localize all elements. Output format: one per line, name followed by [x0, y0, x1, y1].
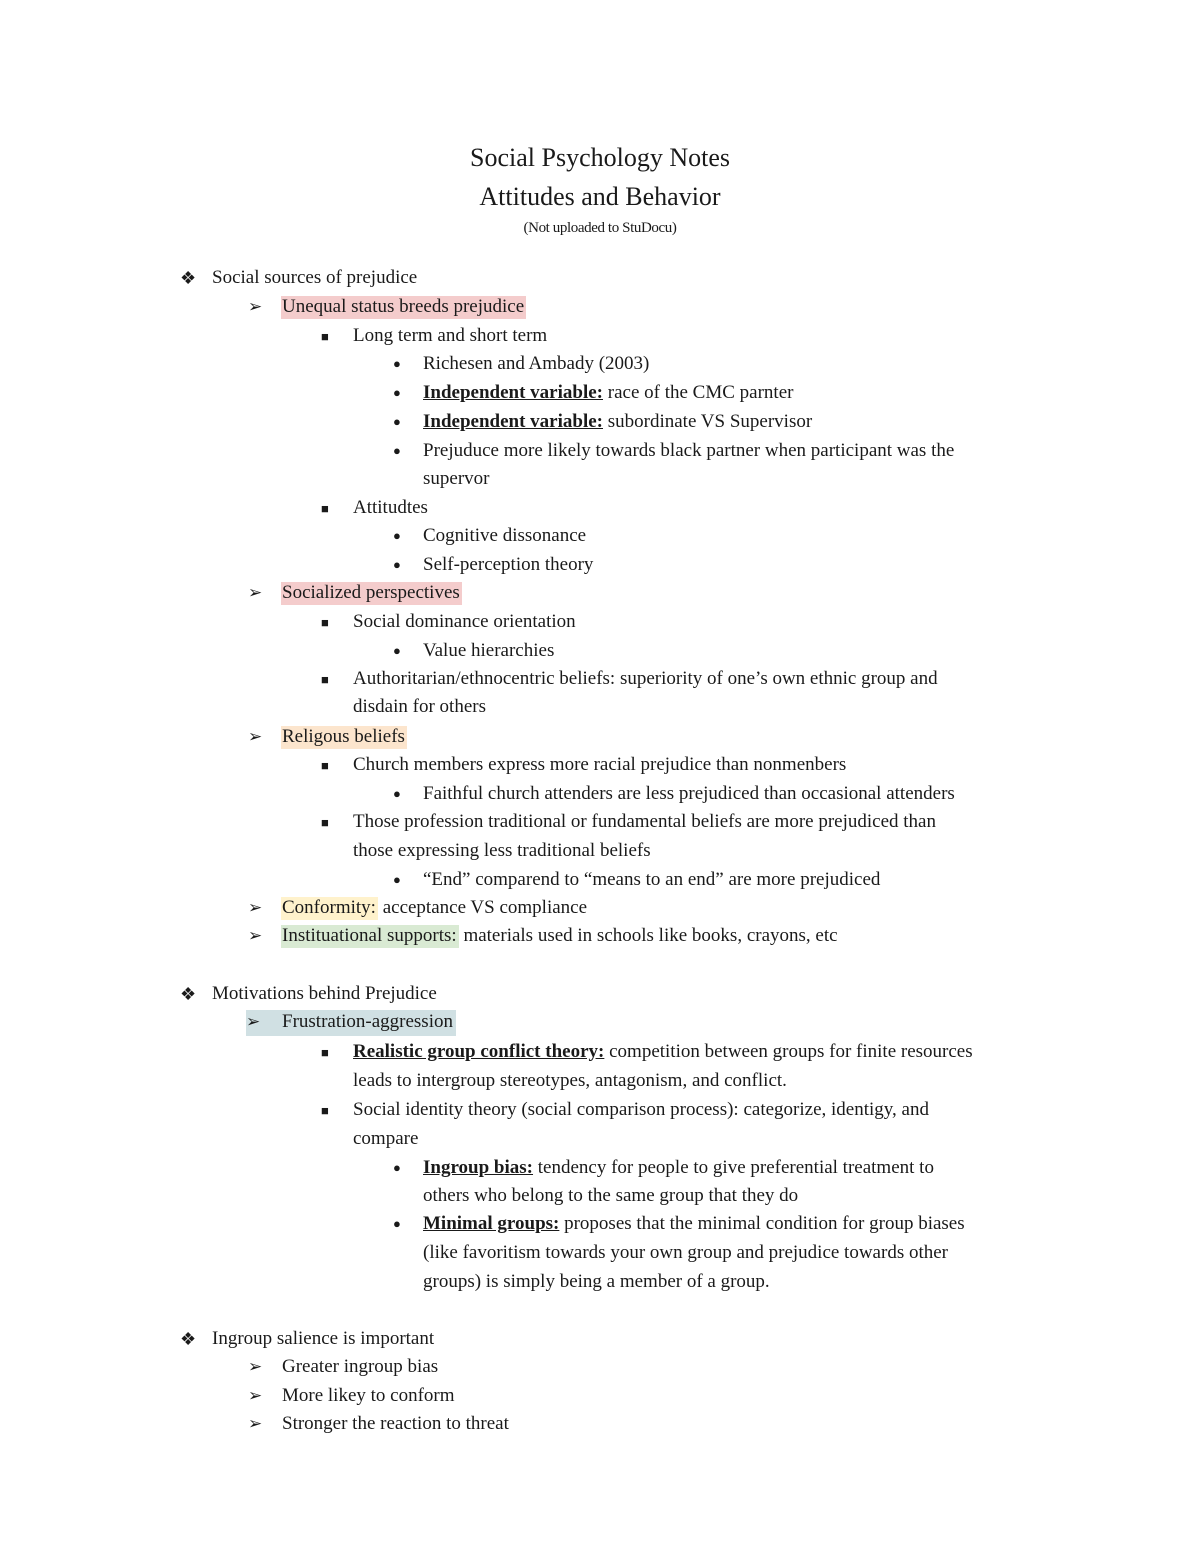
- round-bullet-icon: ●: [393, 385, 401, 400]
- list-item: [393, 782, 955, 806]
- arrow-bullet-icon: ➢: [248, 1414, 263, 1433]
- highlighted-row: [246, 1010, 456, 1036]
- section-heading-ingroup-salience: [180, 1327, 435, 1351]
- section-heading-social-sources: [180, 266, 418, 290]
- round-bullet-icon: ●: [393, 356, 401, 371]
- highlighted-label: Frustration-aggression: [282, 1011, 453, 1032]
- list-item: [321, 1040, 973, 1064]
- item-text: Social identity theory (social comparison process): categorize, identigy, and: [353, 1099, 929, 1120]
- item-text: More likey to conform: [282, 1385, 455, 1406]
- round-bullet-icon: ●: [393, 872, 401, 887]
- item-text: race of the CMC parnter: [603, 382, 794, 403]
- item-text: those expressing less traditional beliefs: [353, 840, 651, 861]
- list-item: [393, 352, 650, 376]
- item-text: disdain for others: [353, 696, 486, 717]
- round-bullet-icon: ●: [393, 557, 401, 572]
- arrow-bullet-icon: ➢: [248, 727, 263, 746]
- term: Minimal groups:: [423, 1213, 560, 1234]
- list-item: [321, 496, 428, 520]
- diamond-bullet-icon: ❖: [180, 1329, 197, 1349]
- item-text: Attitudtes: [353, 497, 428, 518]
- list-item-continuation: [423, 467, 489, 491]
- item-text: groups) is simply being a member of a group.: [423, 1271, 770, 1292]
- round-bullet-icon: ●: [393, 443, 401, 458]
- round-bullet-icon: ●: [393, 643, 401, 658]
- list-item: [321, 610, 576, 634]
- list-item: [321, 1098, 929, 1122]
- list-item: [393, 868, 881, 892]
- list-item: [248, 1412, 509, 1436]
- list-item: [248, 924, 838, 948]
- list-item: [248, 725, 407, 749]
- item-text: (like favoritism towards your own group and prejudice towards other: [423, 1242, 949, 1263]
- list-item: [393, 439, 955, 463]
- list-item: [393, 1156, 934, 1180]
- list-item: [248, 1384, 455, 1408]
- section-heading-motivations: [180, 982, 437, 1006]
- list-item-continuation: [353, 695, 486, 719]
- item-text: proposes that the minimal condition for group biases: [559, 1213, 965, 1234]
- list-item: [393, 553, 594, 577]
- item-text: leads to intergroup stereotypes, antagonism, and conflict.: [353, 1070, 787, 1091]
- term: Ingroup bias:: [423, 1157, 534, 1178]
- item-text: Church members express more racial prejudice than nonmenbers: [353, 754, 847, 775]
- item-text: Greater ingroup bias: [282, 1356, 439, 1377]
- list-item: [248, 1355, 439, 1379]
- term: Realistic group conflict theory:: [353, 1041, 605, 1062]
- item-text: competition between groups for finite resources: [604, 1041, 973, 1062]
- square-bullet-icon: ■: [321, 815, 329, 830]
- item-text: Social dominance orientation: [353, 611, 576, 632]
- item-text: subordinate VS Supervisor: [603, 411, 813, 432]
- upload-note: (Not uploaded to StuDocu): [523, 220, 677, 236]
- round-bullet-icon: ●: [393, 528, 401, 543]
- list-item-continuation: [423, 1241, 948, 1265]
- list-item: [393, 410, 813, 434]
- arrow-bullet-icon: ➢: [248, 898, 263, 917]
- item-text: compare: [353, 1128, 419, 1149]
- square-bullet-icon: ■: [321, 1045, 329, 1060]
- item-text: acceptance VS compliance: [377, 897, 588, 918]
- document-title: Social Psychology Notes: [470, 143, 730, 172]
- square-bullet-icon: ■: [321, 615, 329, 630]
- item-text: Prejuduce more likely towards black partner when participant was the: [423, 440, 955, 461]
- item-text: Those profession traditional or fundamental beliefs are more prejudiced than: [353, 811, 936, 832]
- arrow-bullet-icon: ➢: [248, 297, 263, 316]
- list-item: [248, 896, 588, 920]
- list-item: [321, 667, 938, 691]
- highlighted-label: Socialized perspectives: [282, 582, 460, 603]
- square-bullet-icon: ■: [321, 758, 329, 773]
- highlighted-label: Instituational supports:: [282, 925, 457, 946]
- list-item: [393, 524, 587, 548]
- list-item-continuation: [353, 1127, 418, 1151]
- round-bullet-icon: ●: [393, 786, 401, 801]
- item-text: others who belong to the same group that they do: [423, 1185, 799, 1206]
- round-bullet-icon: ●: [393, 414, 401, 429]
- item-text: Authoritarian/ethnocentric beliefs: superiority of one’s own ethnic group and: [353, 668, 938, 689]
- list-item: [393, 381, 794, 405]
- highlighted-label: Conformity:: [282, 897, 376, 918]
- list-item-continuation: [423, 1184, 798, 1208]
- document-subtitle: Attitudes and Behavior: [479, 182, 721, 211]
- arrow-bullet-icon: ➢: [248, 1386, 263, 1405]
- round-bullet-icon: ●: [393, 1216, 401, 1231]
- heading-text: Motivations behind Prejudice: [212, 983, 437, 1004]
- diamond-bullet-icon: ❖: [180, 984, 197, 1004]
- list-item: [248, 295, 526, 319]
- list-item: [321, 753, 847, 777]
- list-item: [246, 1010, 456, 1036]
- item-text: supervor: [423, 468, 490, 489]
- list-item: [393, 1212, 965, 1236]
- list-item-continuation: [423, 1270, 770, 1294]
- list-item: [393, 639, 555, 663]
- term: Independent variable:: [423, 382, 603, 403]
- term: Independent variable:: [423, 411, 603, 432]
- list-item: [321, 810, 936, 834]
- highlighted-label: Religous beliefs: [282, 726, 405, 747]
- square-bullet-icon: ■: [321, 1103, 329, 1118]
- square-bullet-icon: ■: [321, 501, 329, 516]
- arrow-bullet-icon: ➢: [246, 1012, 261, 1031]
- heading-text: Ingroup salience is important: [212, 1328, 435, 1349]
- item-text: tendency for people to give preferential treatment to: [533, 1157, 934, 1178]
- list-item-continuation: [353, 839, 651, 863]
- item-text: materials used in schools like books, crayons, etc: [458, 925, 838, 946]
- arrow-bullet-icon: ➢: [248, 1357, 263, 1376]
- list-item: [321, 324, 548, 348]
- arrow-bullet-icon: ➢: [248, 583, 263, 602]
- heading-text: Social sources of prejudice: [212, 267, 418, 288]
- item-text: Faithful church attenders are less prejudiced than occasional attenders: [423, 783, 955, 804]
- square-bullet-icon: ■: [321, 329, 329, 344]
- item-text: Long term and short term: [353, 325, 548, 346]
- highlighted-label: Unequal status breeds prejudice: [282, 296, 525, 317]
- item-text: Self-perception theory: [423, 554, 594, 575]
- round-bullet-icon: ●: [393, 1160, 401, 1175]
- list-item: [248, 581, 462, 605]
- item-text: Value hierarchies: [423, 640, 555, 661]
- square-bullet-icon: ■: [321, 672, 329, 687]
- item-text: “End” comparend to “means to an end” are more prejudiced: [423, 869, 881, 890]
- diamond-bullet-icon: ❖: [180, 268, 197, 288]
- arrow-bullet-icon: ➢: [248, 926, 263, 945]
- item-text: Cognitive dissonance: [423, 525, 587, 546]
- item-text: Richesen and Ambady (2003): [423, 353, 650, 374]
- list-item-continuation: [353, 1069, 787, 1093]
- item-text: Stronger the reaction to threat: [282, 1413, 509, 1434]
